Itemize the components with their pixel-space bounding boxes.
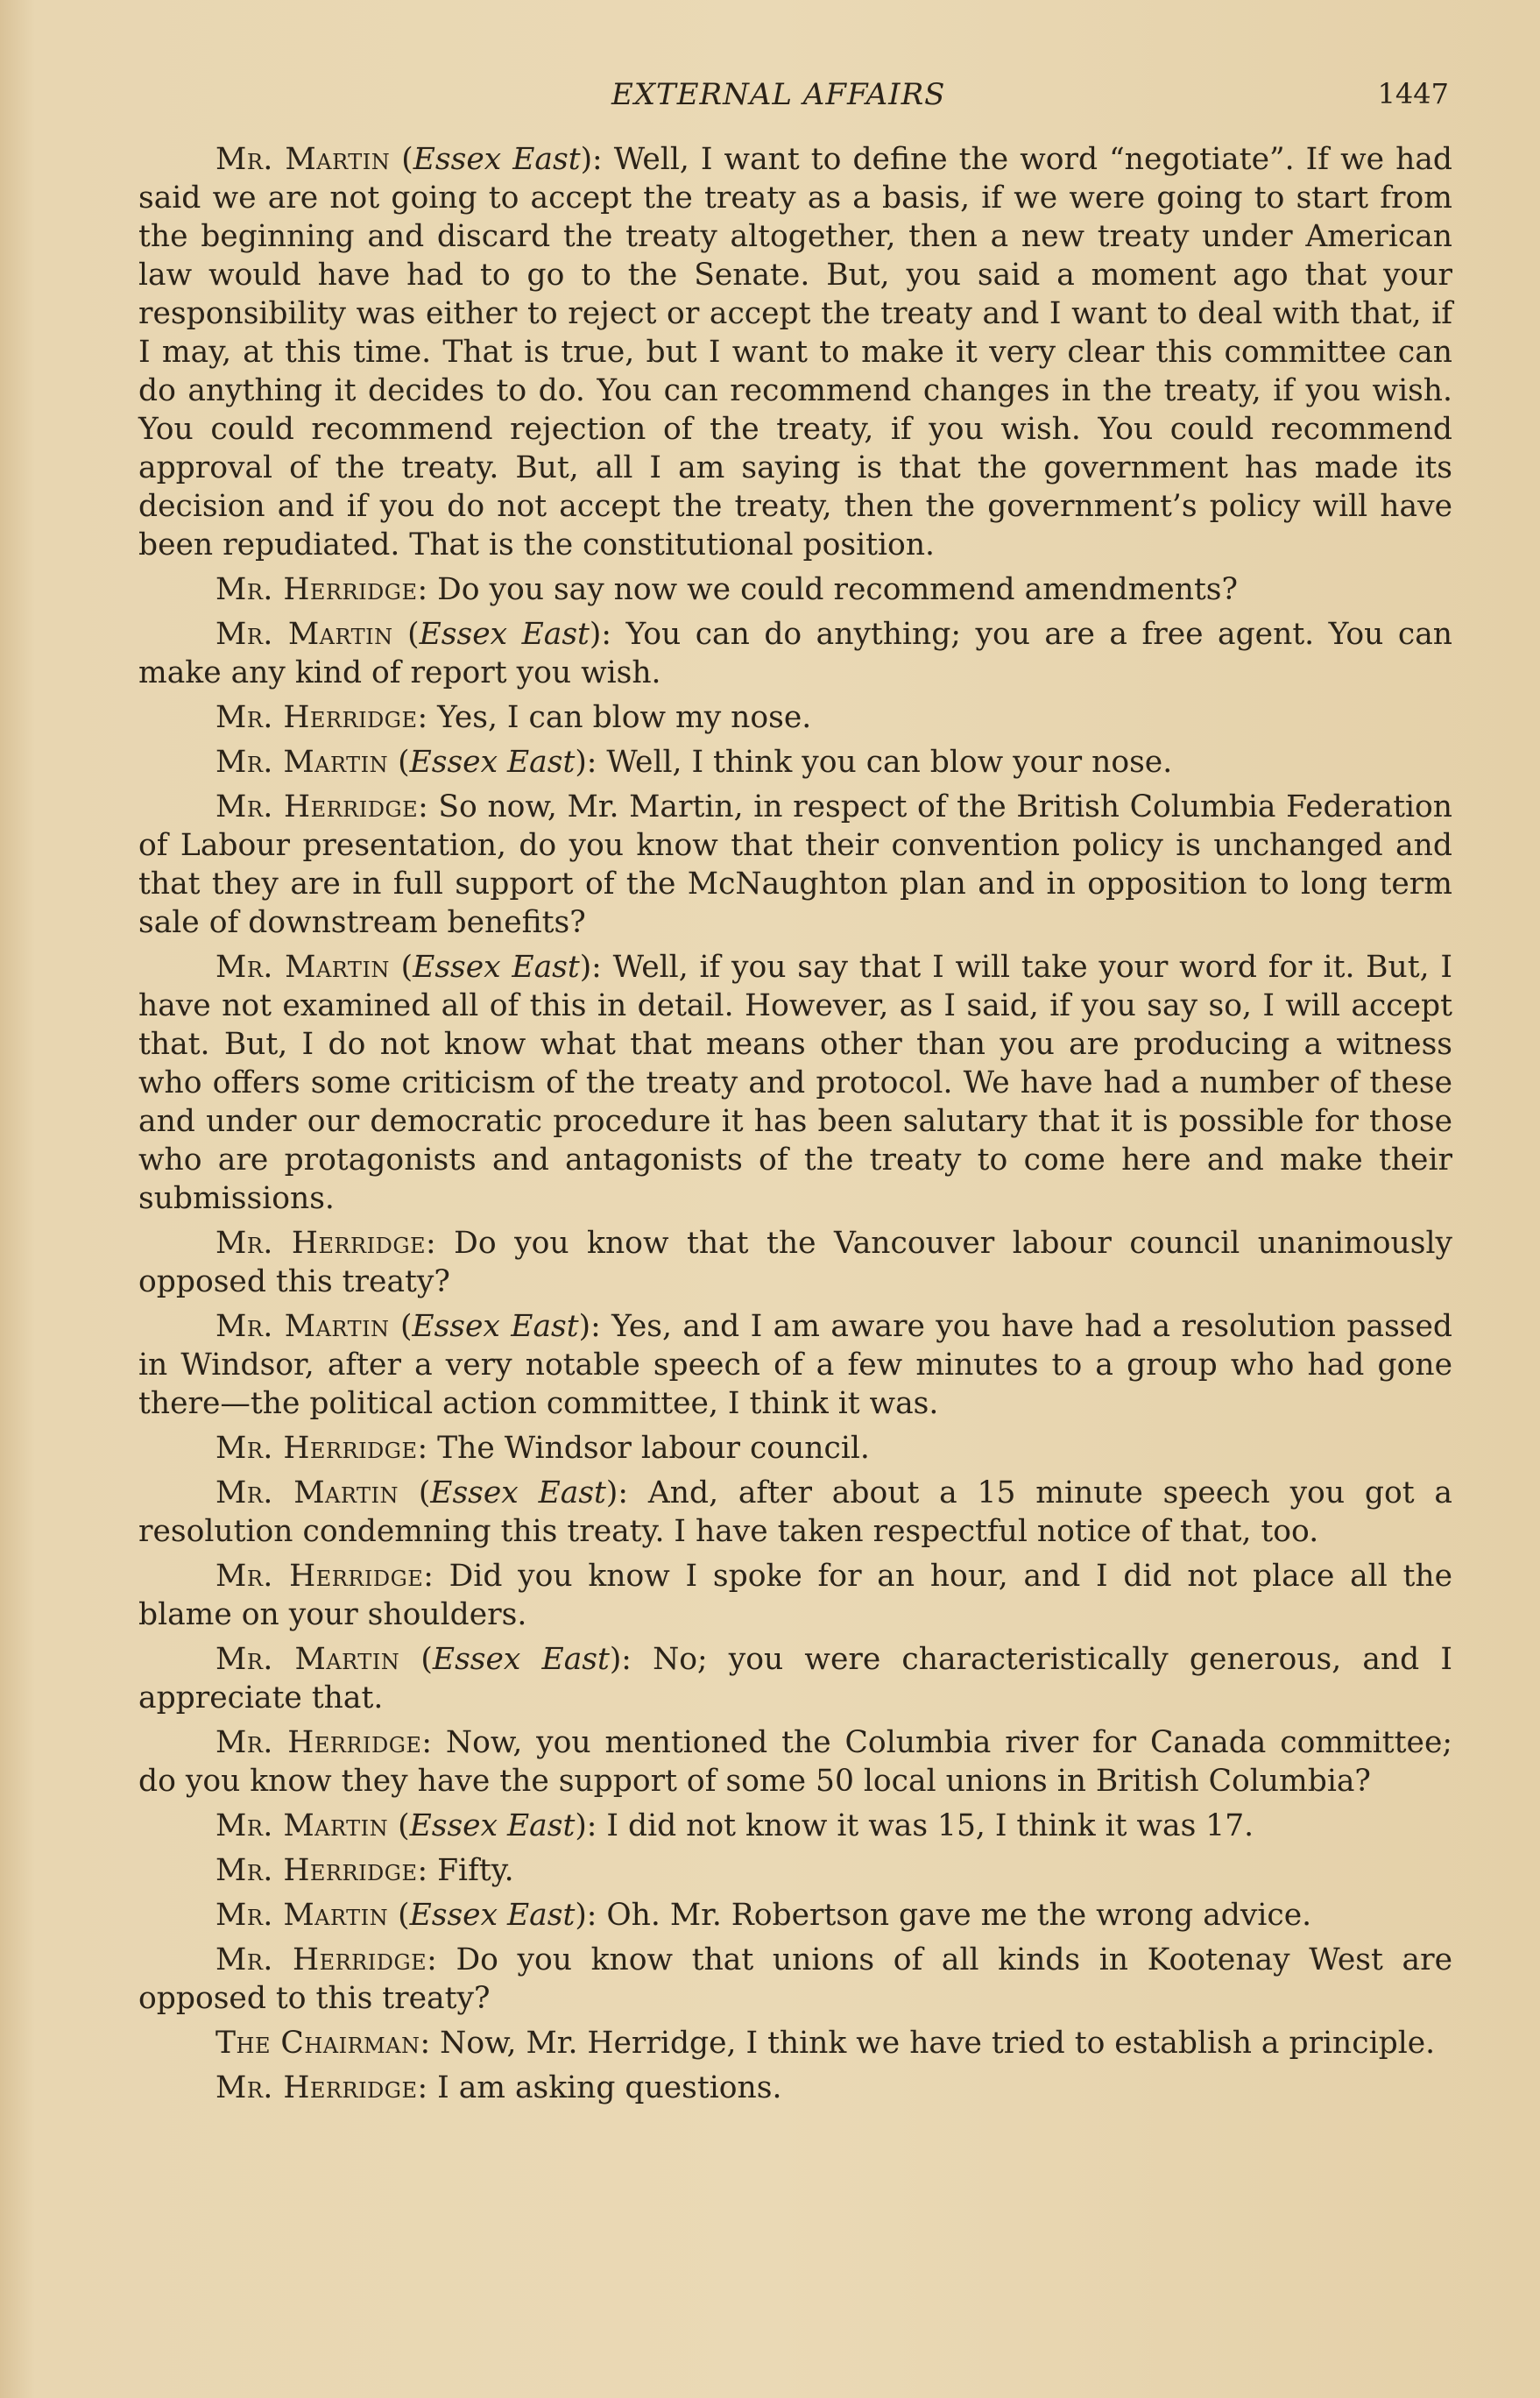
speaker-riding: Essex East [430,1475,606,1510]
speaker-name: Mr. Martin [215,1309,390,1344]
running-header [138,77,1449,121]
speech-text: I am asking questions. [437,2070,782,2105]
speech-text: Now, Mr. Herridge, I think we have tried to establish a principle. [440,2026,1436,2061]
speaker-name: Mr. Herridge [215,572,418,607]
speaker-name: Mr. Herridge [215,1942,427,1977]
speech-text: Well, I think you can blow your nose. [606,745,1173,780]
speaker-name: Mr. Herridge [215,1559,424,1594]
transcript-paragraph: Mr. Herridge: Fifty. [215,1853,514,1888]
speaker-riding: Essex East [409,1808,576,1843]
speech-text: Do you say now we could recommend amendments? [437,572,1239,607]
transcript-paragraph: Mr. Martin (Essex East): Well, I want to define the word “negotiate”. If we had said we are not going to accept the treaty as a basis, if we were going to start from the beginning and discard the treaty altogether, then a new treaty under American law would have had to go to the Senate. But, you said a moment ago that your responsibility was either to reject or accept the treaty and I want to deal with that, if I may, at this time. That is true, but I want to make it very clear this committee can do anything it decides to do. You can recommend changes in the treaty, if you wish. You could recommend rejection of the treaty, if you wish. You could recommend approval of the treaty. But, all I am saying is that the government has made its decision and if you do not accept the treaty, then the government’s policy will have been repudiated. That is the constitutional position. [138,142,1452,562]
speech-text: Yes, I can blow my nose. [437,700,812,735]
speech-text: And, after about a 15 minute speech you got a resolution condemning this treaty. I have taken respectful notice of that, too. [138,1475,1452,1549]
speech-text: No; you were characteristically generous, and I appreciate that. [138,1642,1452,1715]
speech-text: So now, Mr. Martin, in respect of the British Columbia Federation of Labour presentation, do you know that their convention policy is unchanged and that they are in full support of the McNaughton plan and in opposition to long term sale of downstream benefits? [138,789,1453,940]
speech-text: Did you know I spoke for an hour, and I did not place all the blame on your shoulders. [138,1559,1452,1632]
transcript-paragraph: Mr. Herridge: I am asking questions. [215,2070,782,2105]
transcript-paragraph: Mr. Herridge: Now, you mentioned the Columbia river for Canada committee; do you know they have the support of some 50 local unions in British Columbia? [138,1725,1452,1799]
speaker-name: The Chairman [215,2026,420,2061]
transcript-paragraph: Mr. Martin (Essex East): No; you were characteristically generous, and I appreciate that. [138,1642,1452,1715]
speaker-name: Mr. Herridge [215,1853,418,1888]
transcript-paragraph: Mr. Herridge: Yes, I can blow my nose. [215,700,812,735]
speech-text: Now, you mentioned the Columbia river for Canada committee; do you know they have the support of some 50 local unions in British Columbia? [138,1725,1452,1799]
speaker-name: Mr. Herridge [215,1725,422,1760]
speech-text: Well, if you say that I will take your word for it. But, I have not examined all of this in detail. However, as I said, if you say so, I will accept that. But, I do not know what that means other than you are producing a witness who offers some criticism of the treaty and protocol. We have had a number of these and under our democratic procedure it has been salutary that it is possible for those who are protagonists and antagonists of the treaty to come here and make their submissions. [138,950,1452,1216]
transcript-paragraph: Mr. Herridge: Do you say now we could recommend amendments? [215,572,1239,607]
speaker-name: Mr. Martin [215,1898,389,1933]
transcript-paragraph: Mr. Martin (Essex East): Well, if you say that I will take your word for it. But, I have not examined all of this in detail. However, as I said, if you say so, I will accept that. But, I do not know what that means other than you are producing a witness who offers some criticism of the treaty and protocol. We have had a number of these and under our democratic procedure it has been salutary that it is possible for those who are protagonists and antagonists of the treaty to come here and make their submissions. [138,950,1452,1216]
speaker-riding: Essex East [419,617,590,652]
speaker-name: Mr. Herridge [215,789,419,824]
transcript-paragraph: Mr. Martin (Essex East): Well, I think you can blow your nose. [215,745,1173,780]
speech-text: I did not know it was 15, I think it was 17. [606,1808,1254,1843]
transcript-paragraph: Mr. Martin (Essex East): I did not know it was 15, I think it was 17. [215,1808,1254,1843]
transcript-paragraph: Mr. Herridge: Do you know that the Vancouver labour council unanimously opposed this treaty? [138,1226,1453,1299]
speech-text: Well, I want to define the word “negotiate”. If we had said we are not going to accept the treaty as a basis, if we were going to start from the beginning and discard the treaty altogether, then a new treaty under American law would have had to go to the Senate. But, you said a moment ago that your responsibility was either to reject or accept the treaty and I want to deal with that, if I may, at this time. That is true, but I want to make it very clear this committee can do anything it decides to do. You can recommend changes in the treaty, if you wish. You could recommend rejection of the treaty, if you wish. You could recommend approval of the treaty. But, all I am saying is that the government has made its decision and if you do not accept the treaty, then the government’s policy will have been repudiated. That is the constitutional position. [138,142,1452,562]
transcript-paragraph: Mr. Martin (Essex East): Yes, and I am aware you have had a resolution passed in Windsor, after a very notable speech of a few minutes to a group who had gone there—the political action committee, I think it was. [138,1309,1452,1421]
speaker-name: Mr. Herridge [215,2070,418,2105]
speech-text: The Windsor labour council. [437,1431,870,1466]
transcript-paragraph: Mr. Herridge: The Windsor labour council. [215,1431,870,1466]
speaker-name: Mr. Martin [215,142,391,177]
speaker-riding: Essex East [432,1642,610,1677]
page-number: 1447 [1377,77,1449,110]
transcript-paragraph: Mr. Martin (Essex East): And, after about a 15 minute speech you got a resolution condemning this treaty. I have taken respectful notice of that, too. [138,1475,1452,1549]
speech-text: Do you know that unions of all kinds in Kootenay West are opposed to this treaty? [138,1942,1453,2016]
speaker-riding: Essex East [413,950,580,985]
speaker-name: Mr. Herridge [215,1431,418,1466]
speaker-riding: Essex East [412,1309,579,1344]
transcript-paragraph: Mr. Herridge: Did you know I spoke for an hour, and I did not place all the blame on your shoulders. [138,1559,1452,1632]
running-title: EXTERNAL AFFAIRS [611,77,946,112]
speaker-name: Mr. Herridge [215,700,418,735]
transcript-paragraph: Mr. Herridge: Do you know that unions of all kinds in Kootenay West are opposed to this treaty? [138,1942,1453,2016]
speech-text: Fifty. [437,1853,514,1888]
speech-text: Do you know that the Vancouver labour council unanimously opposed this treaty? [138,1226,1453,1299]
transcript-paragraph: Mr. Martin (Essex East): You can do anything; you are a free agent. You can make any kind of report you wish. [138,617,1452,690]
transcript-paragraph: Mr. Herridge: So now, Mr. Martin, in respect of the British Columbia Federation of Labour presentation, do you know that their convention policy is unchanged and that they are in full support of the McNaughton plan and in opposition to long term sale of downstream benefits? [138,789,1453,940]
speech-text: Yes, and I am aware you have had a resolution passed in Windsor, after a very notable speech of a few minutes to a group who had gone there—the political action committee, I think it was. [138,1309,1452,1421]
transcript-paragraph: Mr. Martin (Essex East): Oh. Mr. Robertson gave me the wrong advice. [215,1898,1312,1933]
speech-text: Oh. Mr. Robertson gave me the wrong advice. [606,1898,1312,1933]
speaker-riding: Essex East [409,1898,576,1933]
speech-text: You can do anything; you are a free agent. You can make any kind of report you wish. [138,617,1452,690]
speaker-name: Mr. Martin [215,1642,400,1677]
speaker-riding: Essex East [413,142,581,177]
speaker-name: Mr. Herridge [215,1226,427,1261]
transcript-paragraph: The Chairman: Now, Mr. Herridge, I think we have tried to establish a principle. [215,2026,1436,2061]
speaker-name: Mr. Martin [215,617,393,652]
transcript-body [138,140,1452,2113]
speaker-name: Mr. Martin [215,745,389,780]
speaker-name: Mr. Martin [215,1808,389,1843]
speaker-name: Mr. Martin [215,1475,399,1510]
speaker-riding: Essex East [409,745,576,780]
speaker-name: Mr. Martin [215,950,390,985]
